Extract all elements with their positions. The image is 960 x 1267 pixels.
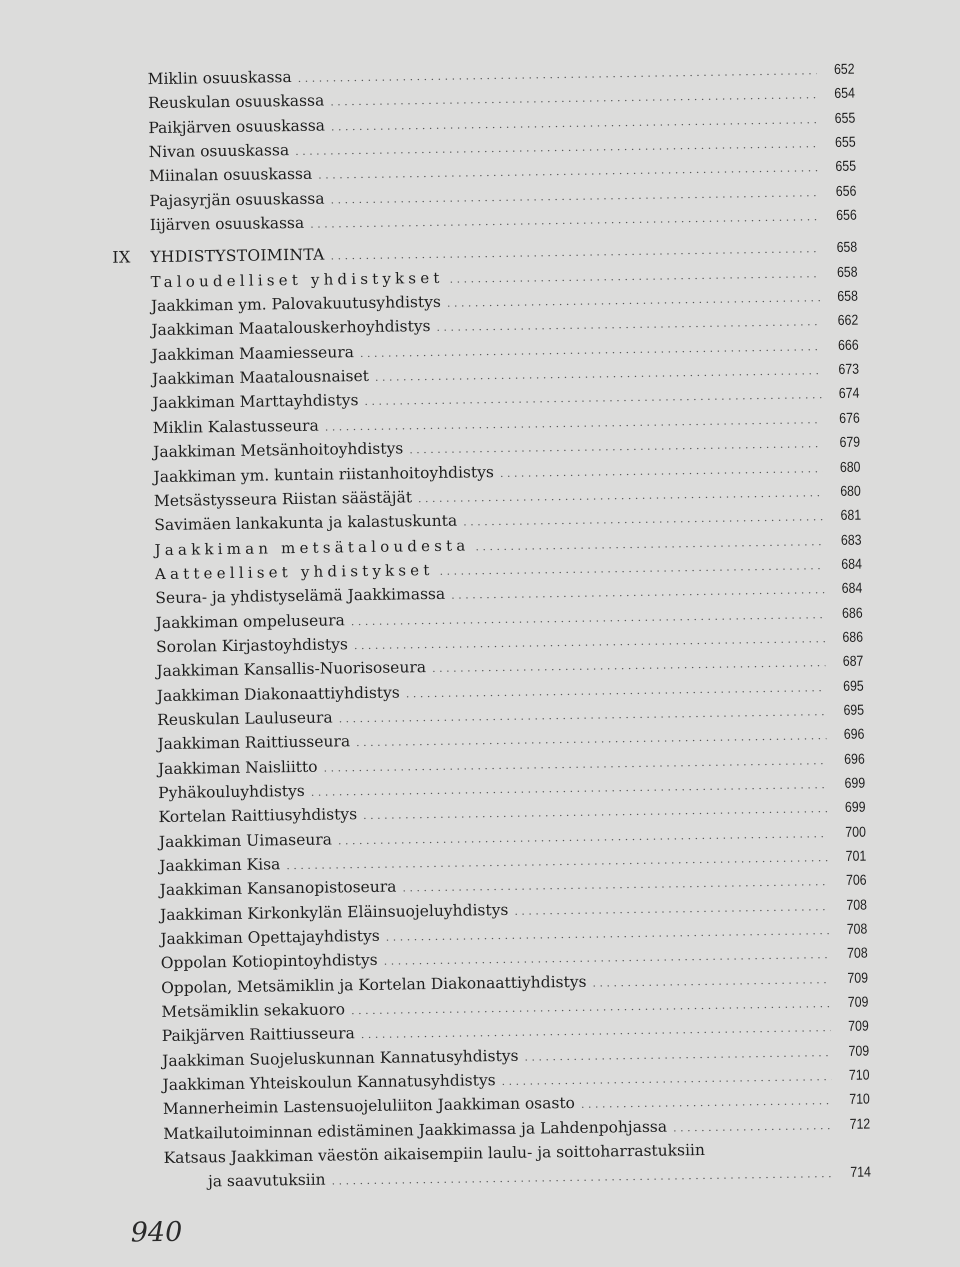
entry-title: Kortelan Raittiusyhdistys: [158, 805, 358, 827]
entry-page-number: 696: [844, 751, 865, 768]
entry-title: Jaakkiman Naisliitto: [157, 757, 318, 778]
entry-title: Metsämiklin sekakuoro: [161, 1000, 346, 1022]
entry-page-number: 686: [842, 629, 864, 646]
entry-title: Reuskulan osuuskassa: [147, 91, 325, 113]
entry-page-number: 658: [837, 288, 859, 306]
entry-page-number: 656: [836, 207, 857, 225]
entry-page-number: 681: [840, 507, 862, 525]
dot-leader: [310, 205, 819, 237]
entry-title: Jaakkiman Kisa: [159, 855, 281, 876]
entry-page-number: 676: [839, 410, 860, 427]
entry-page-number: 706: [845, 872, 867, 890]
entry-page-number: 709: [847, 994, 869, 1011]
entry-page-number: 700: [845, 824, 867, 841]
entry-title: Jaakkiman Diakonaattiyhdistys: [156, 683, 400, 705]
entry-title: Oppolan, Metsämiklin ja Kortelan Diakonaattiyhdistys: [160, 972, 587, 997]
entry-page-number: 701: [845, 848, 867, 865]
table-of-contents: [109, 57, 871, 1196]
entry-title: Jaakkiman Maatalouskerhoyhdistys: [151, 317, 431, 340]
chapter-number: IX: [112, 247, 131, 268]
chapter-title: YHDISTYSTOIMINTA: [150, 245, 325, 267]
entry-page-number: 699: [844, 799, 866, 817]
entry-title: Pajasyrjän osuuskassa: [149, 189, 325, 210]
entry-title: Reuskulan Lauluseura: [157, 708, 333, 730]
section-page-number: 684: [841, 556, 863, 573]
entry-page-number: 710: [848, 1067, 870, 1084]
entry-page-number: 708: [847, 945, 868, 963]
entry-title: Paikjärven Raittiusseura: [161, 1024, 355, 1046]
entry-page-number: 652: [833, 61, 855, 78]
entry-title: Jaakkiman Opettajayhdistys: [160, 926, 380, 949]
entry-page-number: 679: [839, 434, 861, 452]
page-folio-number: 940: [130, 1216, 183, 1249]
entry-title-continued: ja saavutuksiin: [207, 1171, 326, 1191]
entry-page-number: 666: [837, 337, 859, 354]
entry-page-number: 673: [838, 361, 860, 379]
entry-page-number: 662: [837, 313, 859, 330]
entry-title: Jaakkiman Maamiesseura: [151, 342, 355, 364]
entry-page-number: 695: [843, 702, 865, 719]
entry-page-number: 709: [848, 1018, 869, 1036]
section-page-number: 683: [840, 532, 862, 549]
entry-page-number: 687: [842, 653, 864, 671]
entry-title: Jaakkiman ompeluseura: [155, 610, 345, 632]
entry-title: Savimäen lankakunta ja kalastuskunta: [154, 511, 458, 535]
section-title: Taloudelliset yhdistykset: [150, 268, 444, 291]
entry-title: Mannerheimin Lastensuojeluliiton Jaakkiman osasto: [162, 1094, 576, 1119]
entry-page-number: 680: [840, 483, 861, 500]
entry-page-number: 699: [844, 775, 866, 792]
dot-leader: [331, 1163, 833, 1194]
entry-title: Jaakkiman Marttayhdistys: [152, 391, 359, 413]
chapter-page-number: 658: [836, 240, 858, 257]
entry-page-number: 655: [834, 110, 856, 127]
entry-page-number: 655: [834, 134, 856, 152]
entry-page-number: 712: [849, 1116, 871, 1133]
section-title: Aatteelliset yhdistykset: [154, 560, 434, 583]
entry-title: Jaakkiman Maatalousnaiset: [151, 367, 370, 389]
entry-title: Paikjärven osuuskassa: [148, 116, 326, 137]
entry-page-number: 710: [849, 1092, 870, 1109]
entry-title: Oppolan Kotiopintoyhdistys: [160, 951, 378, 973]
entry-title: Miinalan osuuskassa: [148, 165, 313, 186]
section-page-number: 658: [836, 264, 858, 281]
section-title: Jaakkiman metsätaloudesta: [154, 535, 470, 559]
entry-page-number: 695: [843, 678, 864, 695]
entry-page-number: 684: [841, 580, 863, 598]
entry-title: Iijärven osuuskassa: [149, 213, 305, 235]
entry-title: Pyhäkouluyhdistys: [158, 781, 305, 803]
entry-title: Katsaus Jaakkiman väestön aikaisempiin laulu- ja soittoharrastuksiin: [163, 1141, 706, 1168]
entry-page-number: 709: [847, 970, 869, 987]
entry-page-number: 709: [848, 1043, 870, 1060]
entry-title: Jaakkiman Kansanopistoseura: [159, 877, 397, 900]
entry-page-number: 714: [850, 1165, 872, 1182]
entry-title: Nivan osuuskassa: [148, 141, 290, 162]
entry-title: Miklin Kalastusseura: [152, 416, 319, 437]
entry-title: Miklin osuuskassa: [147, 68, 292, 89]
entry-page-number: 686: [841, 605, 863, 622]
entry-page-number: 708: [846, 897, 868, 914]
entry-title: Seura- ja yhdistyselämä Jaakkimassa: [155, 585, 446, 608]
entry-page-number: 656: [835, 183, 857, 200]
entry-title: Jaakkiman Kansallis-Nuorisoseura: [156, 658, 427, 681]
entry-page-number: 696: [843, 726, 865, 744]
entry-title: Sorolan Kirjastoyhdistys: [155, 635, 349, 657]
entry-page-number: 655: [835, 159, 857, 176]
entry-page-number: 680: [839, 459, 861, 476]
entry-title: Jaakkiman ym. Palovakuutusyhdistys: [150, 292, 442, 316]
entry-title: Jaakkiman Metsänhoitoyhdistys: [153, 439, 404, 462]
entry-title: Jaakkiman ym. kuntain riistanhoitoyhdistys: [153, 462, 495, 486]
entry-title: Jaakkiman Yhteiskoulun Kannatusyhdistys: [162, 1071, 496, 1095]
entry-title: Jaakkiman Uimaseura: [158, 830, 333, 851]
entry-title: Jaakkiman Kirkonkylän Eläinsuojeluyhdistys: [159, 900, 509, 924]
entry-page-number: 708: [846, 921, 868, 938]
entry-title: Jaakkiman Raittiusseura: [157, 732, 351, 754]
entry-title: Metsästysseura Riistan säästäjät: [153, 488, 413, 510]
entry-page-number: 674: [838, 386, 860, 403]
entry-page-number: 654: [834, 86, 856, 103]
entry-title: Matkailutoiminnan edistäminen Jaakkimassa ja Lahdenpohjassa: [163, 1117, 668, 1143]
entry-title: Jaakkiman Suojeluskunnan Kannatusyhdistys: [162, 1046, 519, 1070]
